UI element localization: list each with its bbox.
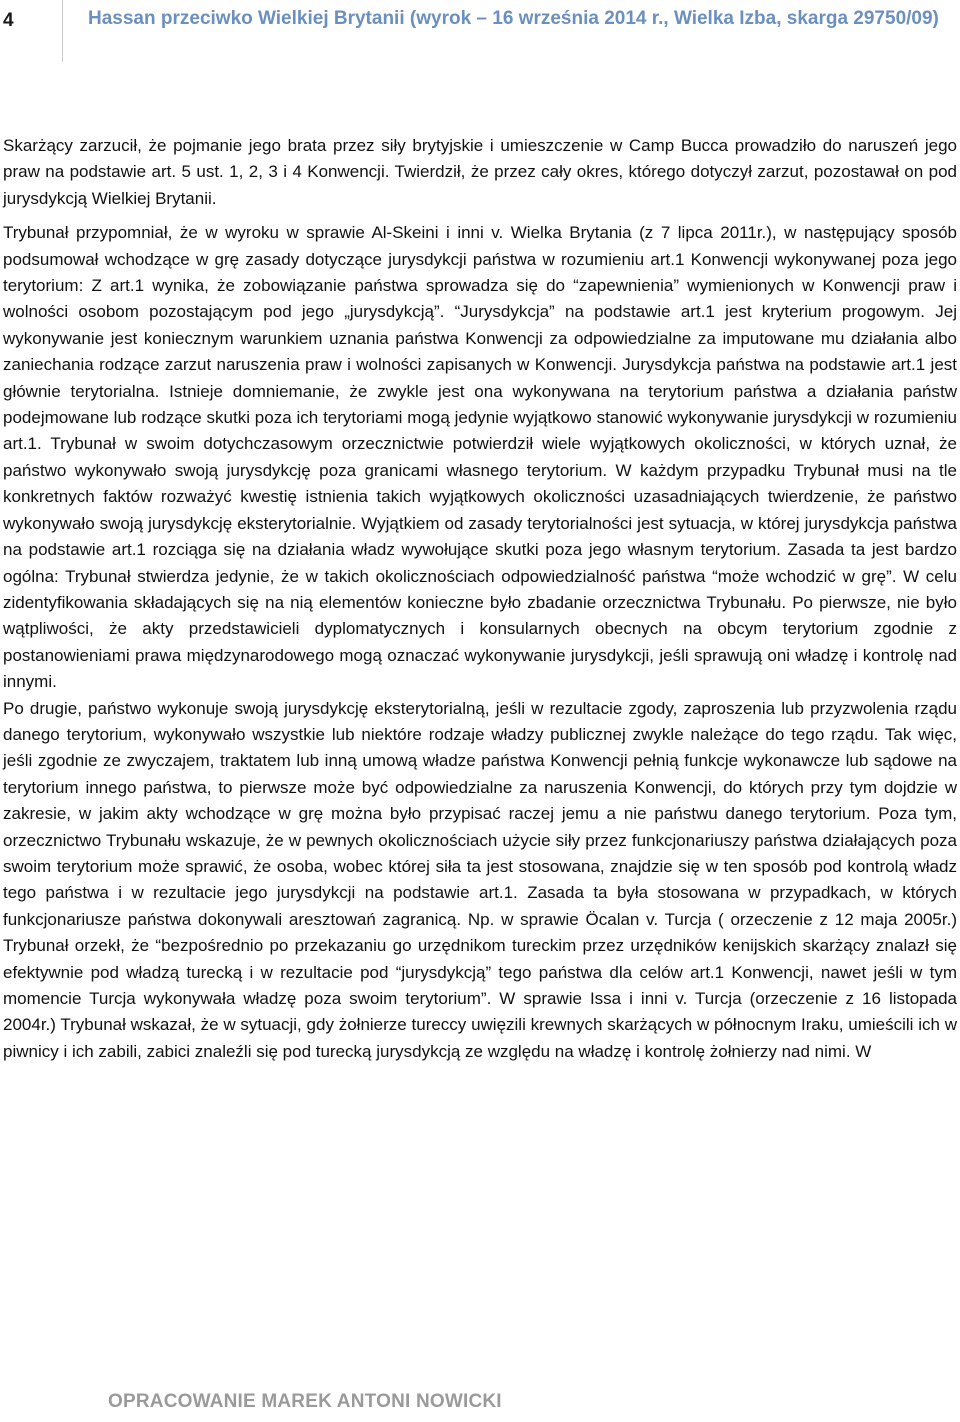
paragraph-jurisdiction-principles: Trybunał przypomniał, że w wyroku w sprawie Al-Skeini i inni v. Wielka Brytania (z 7 lipca 2011r.), w następujący sposób podsumował wchodzące w grę zasady dotyczące jurysdykcji państwa w rozumieniu art.1 Konwencji wykonywanej poza jego terytorium: Z art.1 wynika, że zobowiązanie państwa sprowadza się do “zapewnienia” wymienionych w Konwencji praw i wolności osobom pozostającym pod jego „jurysdykcją”. “Jurysdykcja” na podstawie art.1 jest kryterium progowym. Jej wykonywanie jest koniecznym warunkiem uznania państwa Konwencji za odpowiedzialne za imputowane mu działania albo zaniechania rodzące zarzut naruszenia praw i wolności zapisanych w Konwencji. Jurysdykcja państwa na podstawie art.1 jest głównie terytorialna. Istnieje domniemanie, że zwykle jest ona wykonywana na terytorium państwa a działania państw podejmowane lub rodzące skutki poza ich terytoriami mogą jedynie wyjątkowo stanowić wykonywanie jurysdykcji w rozumieniu art.1. Trybunał w swoim dotychczasowym orzecznictwie potwierdził wiele wyjątkowych okoliczności, w których uznał, że państwo wykonywało swoją jurysdykcję poza granicami własnego terytorium. W każdym przypadku Trybunał musi na tle konkretnych faktów rozważyć kwestię istnienia takich wyjątkowych okoliczności uzasadniających twierdzenie, że państwo wykonywało swoją jurysdykcję eksterytorialnie. Wyjątkiem od zasady terytorialności jest sytuacja, w której jurysdykcja państwa na podstawie art.1 rozciąga się na działania władz wywołujące skutki poza jego własnym terytorium. Zasada ta jest bardzo ogólna: Trybunał stwierdza jedynie, że w takich okolicznościach odpowiedzialność państwa “może wchodzić w grę”. W celu zidentyfikowania składających się na nią elementów konieczne było zbadanie orzecznictwa Trybunału. Po pierwsze, nie było wątpliwości, że akty przedstawicieli dyplomatycznych i konsularnych obecnych na obcym terytorium zgodnie z postanowieniami prawa międzynarodowego mogą oznaczać wykonywanie jurysdykcji, jeśli sprawują oni władzę i kontrolę nad innymi. [3, 223, 957, 692]
document-title: Hassan przeciwko Wielkiej Brytanii (wyrok – 16 września 2014 r., Wielka Izba, skarga 29750/09) [88, 8, 939, 29]
page-number: 4 [3, 10, 14, 31]
page-header [0, 0, 960, 62]
document-body [3, 133, 957, 1065]
paragraph-complaint: Skarżący zarzucił, że pojmanie jego brata przez siły brytyjskie i umieszczenie w Camp Bucca prowadziło do naruszeń jego praw na podstawie art. 5 ust. 1, 2, 3 i 4 Konwencji. Twierdził, że przez cały okres, którego dotyczył zarzut, pozostawał on pod jurysdykcją Wielkiej Brytanii. [3, 136, 957, 208]
page-footer: OPRACOWANIE MAREK ANTONI NOWICKI [108, 1391, 502, 1412]
paragraph-extraterritorial-jurisdiction: Po drugie, państwo wykonuje swoją jurysdykcję eksterytorialną, jeśli w rezultacie zgody, zaproszenia lub przyzwolenia rządu danego terytorium, wykonywało wszystkie lub niektóre rodzaje władzy publicznej zwykle należące do tego rządu. Tak więc, jeśli zgodnie ze zwyczajem, traktatem lub inną umową władze państwa Konwencji pełnią funkcje wykonawcze lub sądowe na terytorium innego państwa, to pierwsze może być odpowiedzialne za naruszenia Konwencji, do których przy tym dojdzie w zakresie, w jakim akty wchodzące w grę można było przypisać raczej jemu a nie państwu danego terytorium. Poza tym, orzecznictwo Trybunału wskazuje, że w pewnych okolicznościach użycie siły przez funkcjonariuszy państwa działających poza swoim terytorium może sprawić, że osoba, wobec której siła ta jest stosowana, znajdzie się w ten sposób pod kontrolą władz tego państwa i w rezultacie jego jurysdykcji na podstawie art.1. Zasada ta była stosowana w przypadkach, w których funkcjonariusze państwa dokonywali aresztowań zagranicą. Np. w sprawie Öcalan v. Turcja ( orzeczenie z 12 maja 2005r.) Trybunał orzekł, że “bezpośrednio po przekazaniu go urzędnikom tureckim przez urzędników kenijskich skarżący znalazł się efektywnie pod władzą turecką i w rezultacie pod “jurysdykcją” tego państwa dla celów art.1 Konwencji, nawet jeśli w tym momencie Turcja wykonywała władzę poza swoim terytorium”. W sprawie Issa i inni v. Turcja (orzeczenie z 16 listopada 2004r.) Trybunał wskazał, że w sytuacji, gdy żołnierze tureccy uwięzili krewnych skarżących w północnym Iraku, umieścili ich w piwnicy i ich zabili, zabici znaleźli się pod turecką jurysdykcją ze względu na władzę i kontrolę żołnierzy nad nimi. W [3, 698, 957, 1061]
header-divider [62, 0, 63, 62]
